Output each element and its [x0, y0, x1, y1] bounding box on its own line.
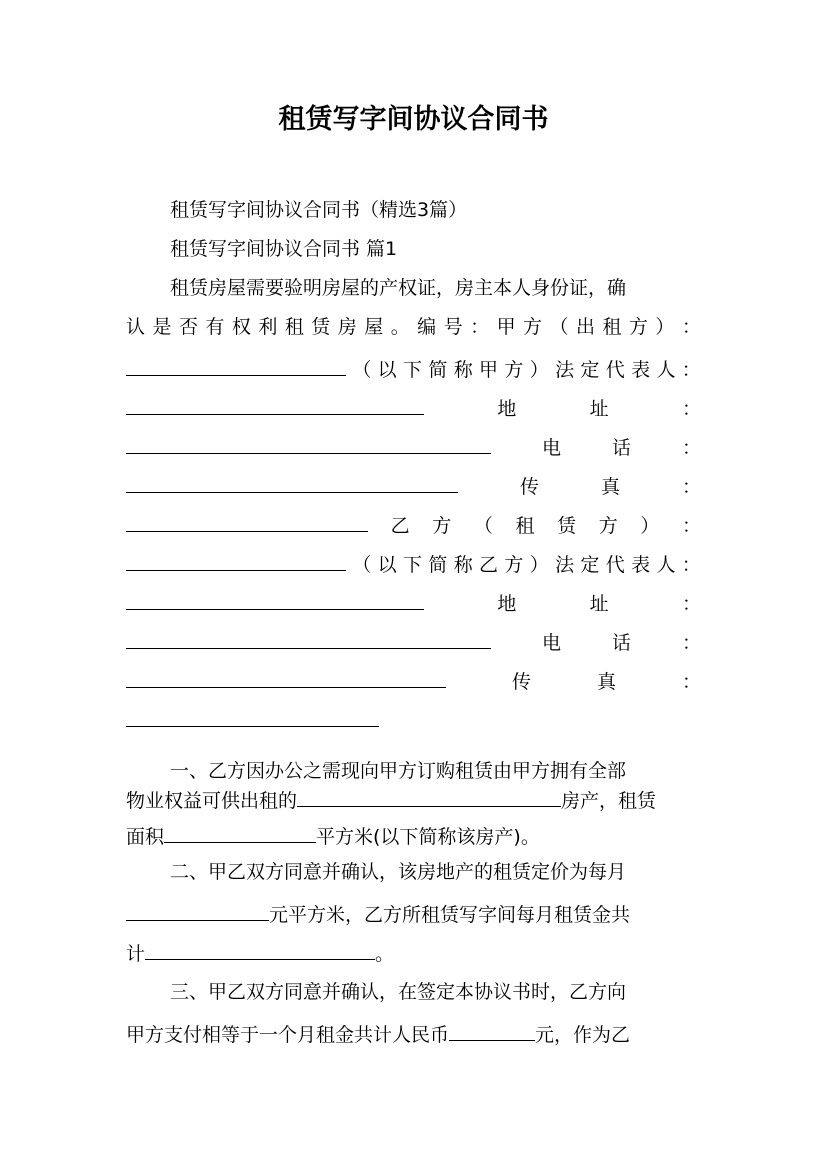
party-a-fax-blank[interactable]: [126, 505, 368, 532]
area-blank[interactable]: [164, 816, 316, 843]
deposit-blank[interactable]: [449, 1014, 535, 1041]
clause-2-line-2: 元平方米，乙方所租赁写字间每月租赁金共: [126, 894, 701, 928]
clause-3-line-1: 三、甲乙双方同意并确认，在签定本协议书时，乙方向: [170, 981, 627, 1003]
monthly-rent-blank[interactable]: [145, 933, 375, 960]
party-b-label-line: 乙 方 （ 租 赁 方 ） ：: [126, 505, 701, 539]
party-b-address-line: 地 址 ：: [126, 583, 701, 617]
party-a-name-blank[interactable]: [126, 349, 346, 376]
clause-2-line-1: 二、甲乙双方同意并确认，该房地产的租赁定价为每月: [170, 861, 627, 883]
party-b-fax-blank-line: [126, 700, 701, 734]
party-b-phone-blank[interactable]: [126, 661, 446, 688]
party-a-address-line: 地 址 ：: [126, 388, 701, 422]
party-a-fax-line: 传 真 ：: [126, 466, 701, 500]
intro-line-2: 认 是 否 有 权 利 租 赁 房 屋 。 编 号 ： 甲 方 （ 出 租 方 ） ：: [126, 316, 701, 338]
document-subtitle: 租赁写字间协议合同书（精选3篇）: [170, 199, 468, 221]
section-heading: 租赁写字间协议合同书 篇1: [170, 238, 398, 260]
clause-2-line-3: 计 。: [126, 933, 701, 967]
clause-1-line-3: 面积 平方米(以下简称该房产)。: [126, 816, 701, 850]
party-b-address-blank[interactable]: [126, 622, 491, 649]
intro-line-1: 租赁房屋需要验明房屋的产权证，房主本人身份证，确: [170, 277, 627, 299]
document-title: 租赁写字间协议合同书: [278, 104, 549, 135]
unit-price-blank[interactable]: [126, 894, 269, 921]
party-a-rep-blank[interactable]: [126, 388, 424, 415]
party-b-representative-line: （ 以 下 简 称 乙 方 ） 法 定 代 表 人 ：: [126, 544, 701, 578]
party-a-phone-line: 电 话 ：: [126, 427, 701, 461]
clause-1-line-2: 物业权益可供出租的 房产，租赁: [126, 780, 701, 814]
party-a-phone-blank[interactable]: [126, 466, 458, 493]
party-a-representative-line: （ 以 下 简 称 甲 方 ） 法 定 代 表 人 ：: [126, 349, 701, 383]
party-b-phone-line: 电 话 ：: [126, 622, 701, 656]
party-b-fax-blank[interactable]: [126, 700, 379, 727]
clause-1-line-1: 一、乙方因办公之需现向甲方订购租赁由甲方拥有全部: [170, 760, 627, 782]
party-b-fax-line: 传 真 ：: [126, 661, 701, 695]
clause-3-line-2: 甲方支付相等于一个月租金共计人民币 元，作为乙: [126, 1014, 701, 1048]
property-blank[interactable]: [297, 780, 561, 807]
party-b-rep-blank[interactable]: [126, 583, 424, 610]
party-a-address-blank[interactable]: [126, 427, 491, 454]
party-b-name-blank[interactable]: [126, 544, 346, 571]
